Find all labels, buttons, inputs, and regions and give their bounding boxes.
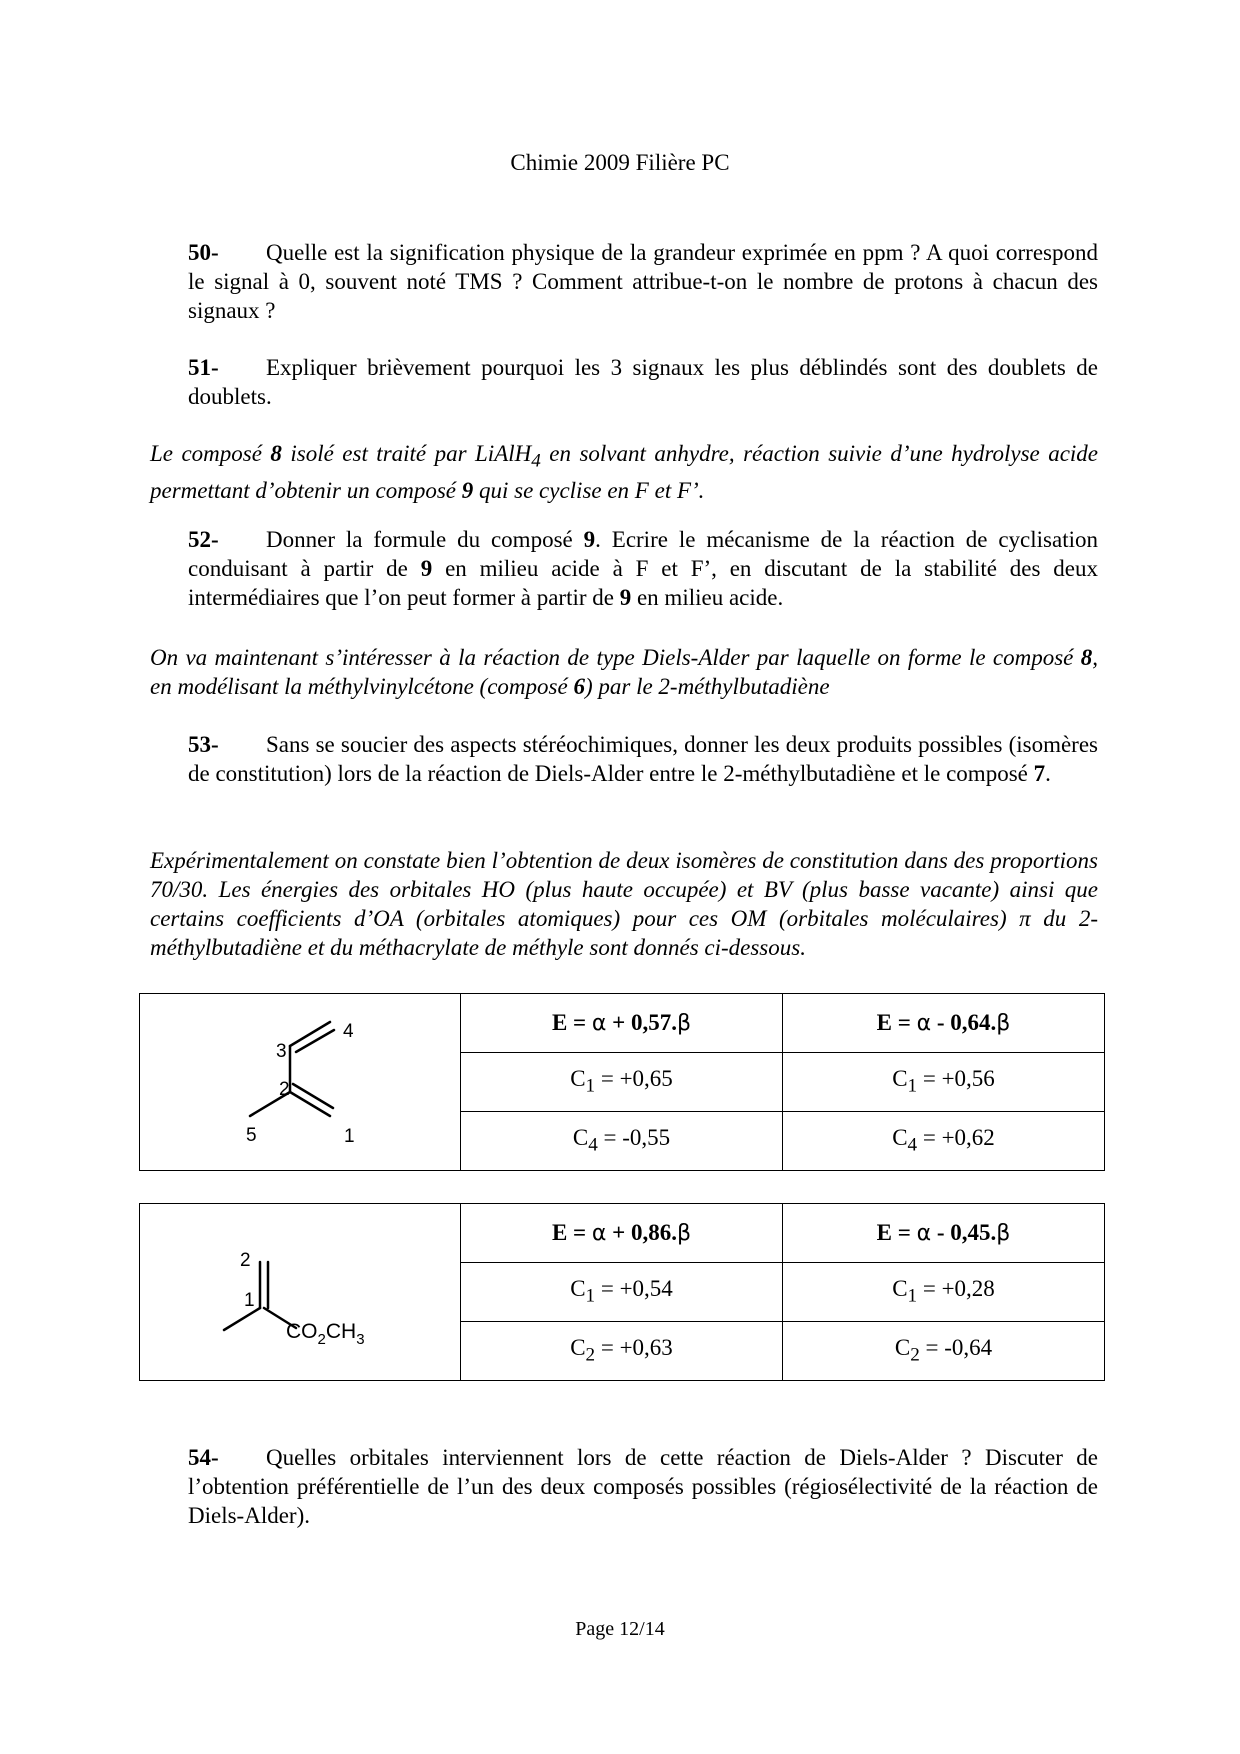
text-run: en milieu acide. <box>631 585 784 610</box>
coefficient-value: = +0,28 <box>917 1275 995 1301</box>
text-run: C <box>572 1124 589 1150</box>
ester-group-label <box>286 1320 365 1348</box>
coefficient-value: = +0,56 <box>917 1065 995 1091</box>
compound-number: 9 <box>619 585 632 610</box>
text-run: C <box>892 1124 908 1150</box>
beta-symbol: β <box>996 1011 1011 1036</box>
alpha-symbol: α <box>591 1221 607 1246</box>
coefficient-value: = -0,64 <box>919 1334 993 1360</box>
methacrylate-skeleton <box>140 1204 460 1380</box>
text-run: en solvant anhydre, réaction suivie d’une hydrolyse acide permettant d’obtenir un composé <box>150 441 1098 503</box>
context-paragraph-1 <box>150 439 1098 505</box>
orbital-table-methyl-methacrylate <box>139 1203 1105 1381</box>
question-50 <box>188 238 1098 325</box>
compound-number: 7 <box>1033 761 1046 786</box>
question-number: 53- <box>188 732 219 757</box>
question-number: 50- <box>188 240 219 265</box>
coefficient-cell <box>783 1112 1105 1171</box>
text-run: Donner la formule du composé <box>266 527 584 552</box>
page-number: Page 12/14 <box>575 1618 665 1640</box>
alpha-symbol: α <box>916 1221 932 1246</box>
beta-symbol: β <box>996 1221 1011 1246</box>
homo-energy-header <box>461 1204 783 1263</box>
text-run: isolé est traité par LiAlH <box>281 441 532 466</box>
text-run: du 2-méthylbutadiène et du méthacrylate de méthyle sont donnés ci-dessous. <box>150 906 1098 960</box>
subscript: 1 <box>907 1075 918 1097</box>
orbital-table-methylbutadiene <box>139 993 1105 1171</box>
text-run: Le composé <box>150 441 271 466</box>
text-run: C <box>892 1065 908 1091</box>
question-text: Quelles orbitales interviennent lors de cette réaction de Diels-Alder ? Discuter de l’obtention préférentielle de l’un des deux composés possibles (régiosélectivité de la réaction de Diels-Alder). <box>188 1445 1098 1528</box>
subscript: 3 <box>356 1331 365 1348</box>
text-run: E = <box>551 1010 592 1035</box>
text-run: C <box>894 1334 911 1360</box>
atom-label-3: 3 <box>276 1041 287 1062</box>
subscript: 2 <box>317 1331 326 1348</box>
question-text: Expliquer brièvement pourquoi les 3 signaux les plus déblindés sont des doublets de doublets. <box>188 355 1098 409</box>
lumo-energy-header <box>783 1204 1105 1263</box>
coefficient-value: = +0,65 <box>595 1065 673 1091</box>
compound-number: 9 <box>420 556 433 581</box>
compound-number: 9 <box>583 527 596 552</box>
question-number: 51- <box>188 355 219 380</box>
atom-label-1: 1 <box>344 1126 355 1147</box>
question-number: 54- <box>188 1445 219 1470</box>
subscript: 2 <box>910 1344 920 1366</box>
subscript: 4 <box>531 450 541 472</box>
question-53 <box>188 730 1098 788</box>
methacrylate-structure <box>140 1204 461 1381</box>
beta-symbol: β <box>677 1011 692 1036</box>
text-run: E = <box>551 1220 592 1245</box>
subscript: 2 <box>585 1344 596 1366</box>
text-run: - 0,45. <box>931 1220 997 1245</box>
text-run: On va maintenant s’intéresser à la réaction de type Diels-Alder par laquelle on forme le composé <box>150 645 1081 670</box>
text-run: - 0,64. <box>931 1010 997 1035</box>
page-title: Chimie 2009 Filière PC <box>510 150 730 175</box>
question-54 <box>188 1443 1098 1530</box>
text-run: Expérimentalement on constate bien l’obtention de deux isomères de constitution dans des proportions 70/30. Les énergies des orbitales HO (plus haute occupée) et BV (plus basse vacante) ainsi que certains coefficients d’OA (orbitales atomiques) pour ces OM (orbitales moléculaires) <box>150 848 1098 931</box>
text-run: en milieu acide à F et F’, en discutant de la stabilité des deux intermédiaires que l’on peut former à partir de <box>188 556 1098 610</box>
atom-label-1: 1 <box>244 1290 255 1311</box>
beta-symbol: β <box>677 1221 692 1246</box>
compound-number: 8 <box>270 441 282 466</box>
coefficient-cell <box>783 1053 1105 1112</box>
text-run: qui se cyclise en F et F’. <box>473 477 705 503</box>
text-run: , en modélisant la méthylvinylcétone (composé <box>150 645 1098 699</box>
coefficient-cell <box>783 1322 1105 1381</box>
text-run: C <box>570 1275 586 1301</box>
text-run: C <box>892 1275 908 1301</box>
text-run: + 0,86. <box>606 1220 678 1245</box>
coefficient-cell <box>461 1322 783 1381</box>
compound-number: 6 <box>573 674 585 699</box>
homo-energy-header <box>461 994 783 1053</box>
text-run: . <box>1045 761 1051 786</box>
methylbutadiene-skeleton <box>140 994 460 1170</box>
pi-symbol: π <box>1019 906 1031 931</box>
subscript: 4 <box>907 1134 918 1156</box>
subscript: 1 <box>585 1285 596 1307</box>
atom-label-2: 2 <box>279 1079 290 1100</box>
coefficient-cell <box>461 1053 783 1112</box>
question-text: Quelle est la signification physique de la grandeur exprimée en ppm ? A quoi correspond le signal à 0, souvent noté TMS ? Comment attribue-t-on le nombre de protons à chacun des signaux ? <box>188 240 1098 323</box>
text-run: C <box>570 1065 586 1091</box>
coefficient-value: = +0,62 <box>917 1124 995 1150</box>
alpha-symbol: α <box>591 1011 607 1036</box>
atom-label-4: 4 <box>343 1021 354 1042</box>
text-run: C <box>570 1334 586 1360</box>
coefficient-value: = -0,55 <box>597 1124 671 1150</box>
compound-number: 9 <box>461 477 474 503</box>
question-52 <box>188 525 1098 612</box>
question-number: 52- <box>188 527 219 552</box>
methylbutadiene-structure <box>140 994 461 1171</box>
text-run: CH <box>325 1320 357 1343</box>
coefficient-cell <box>461 1112 783 1171</box>
lumo-energy-header <box>783 994 1105 1053</box>
text-run: Sans se soucier des aspects stéréochimiques, donner les deux produits possibles (isomères de constitution) lors de la réaction de Diels-Alder entre le 2-méthylbutadiène et le composé <box>188 732 1098 786</box>
text-run: E = <box>876 1010 917 1035</box>
context-paragraph-2 <box>150 643 1098 701</box>
subscript: 4 <box>588 1134 598 1156</box>
alpha-symbol: α <box>916 1011 932 1036</box>
text-run: ) par le 2-méthylbutadiène <box>584 674 830 699</box>
coefficient-cell <box>783 1263 1105 1322</box>
atom-label-2: 2 <box>240 1250 251 1271</box>
atom-label-5: 5 <box>246 1125 257 1146</box>
compound-number: 8 <box>1080 645 1093 670</box>
text-run: E = <box>876 1220 917 1245</box>
text-run: . Ecrire le mécanisme de la réaction de cyclisation conduisant à partir de <box>188 527 1098 581</box>
text-run: + 0,57. <box>606 1010 678 1035</box>
context-paragraph-3 <box>150 846 1098 962</box>
subscript: 1 <box>585 1075 596 1097</box>
coefficient-cell <box>461 1263 783 1322</box>
coefficient-value: = +0,63 <box>595 1334 673 1360</box>
question-51 <box>188 353 1098 411</box>
coefficient-value: = +0,54 <box>595 1275 673 1301</box>
text-run: CO <box>286 1320 318 1343</box>
subscript: 1 <box>907 1285 918 1307</box>
